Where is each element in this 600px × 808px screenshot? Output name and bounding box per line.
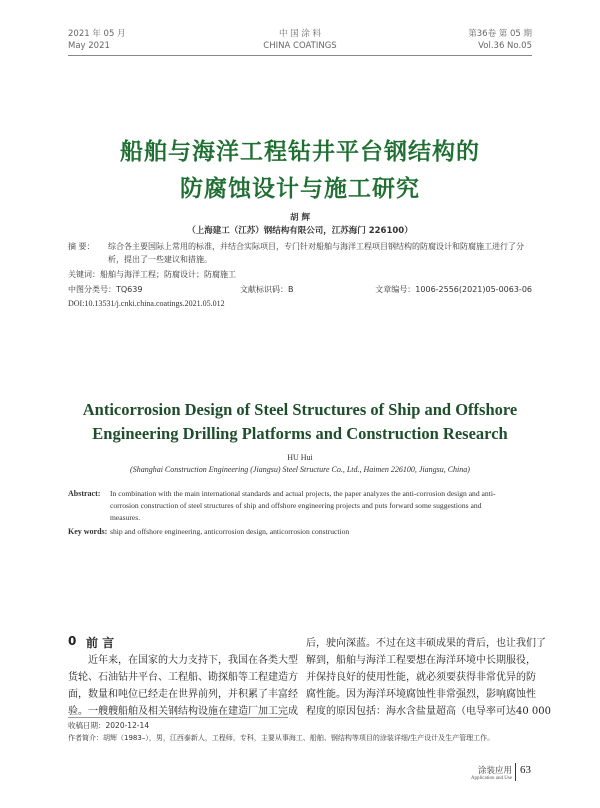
document-code: 文献标识码：B xyxy=(240,285,294,294)
keywords-en: ship and offshore engineering, anticorrosion design, anticorrosion construction xyxy=(110,527,350,536)
left-col-line: 货轮、石油钻井平台、工程船、勘探船等工程建造方 xyxy=(68,672,298,683)
footer-journal-cn: 涂装应用 xyxy=(477,766,512,776)
right-col-line: 腐性能。因为海洋环境腐蚀性非常强烈，影响腐蚀性 xyxy=(306,689,536,700)
abstract-cn-label: 摘 要： xyxy=(68,242,95,251)
affiliation-en: (Shanghai Construction Engineering (Jiangsu) Steel Structure Co., Ltd., Haimen 226100, Jiangsu, China) xyxy=(130,465,470,474)
volume-en: Vol.36 No.05 xyxy=(478,41,532,51)
article-number: 文章编号：1006-2556(2021)05-0063-06 xyxy=(375,285,532,294)
affiliation-cn: （上海建工（江苏）钢结构有限公司，江苏海门 226100） xyxy=(187,226,413,236)
title-cn-line1: 船舶与海洋工程钻井平台钢结构的 xyxy=(120,139,480,165)
author-en: HU Hui xyxy=(287,453,313,462)
title-cn-line2: 防腐蚀设计与施工研究 xyxy=(180,176,420,202)
issue-date-cn: 2021 年 05 月 xyxy=(68,29,126,39)
right-col-line: 并保持良好的使用性能，就必须要获得非常优异的防 xyxy=(306,672,536,683)
doi: DOI:10.13531/j.cnki.china.coatings.2021.05.012 xyxy=(68,299,225,308)
author-bio: 作者简介：胡辉（1983–），男，江西泰新人，工程师，专科，主要从事海工、船舶、钢结构等项目的涂装详细/生产设计及生产管理工作。 xyxy=(68,734,495,742)
abstract-en-line3: measures. xyxy=(110,513,141,522)
section-number: 0 xyxy=(68,634,77,648)
right-col-line: 后，驶向深蓝。不过在这丰硕成果的背后，也让我们了 xyxy=(306,638,546,649)
abstract-en-line2: corrosion construction of steel structures of ship and offshore engineering projects and puts forward some suggestions and xyxy=(110,501,482,510)
keywords-cn: 关键词：船舶与海洋工程；防腐设计；防腐施工 xyxy=(68,270,236,279)
author-cn: 胡 辉 xyxy=(290,213,310,223)
right-column xyxy=(306,635,551,720)
journal-name-en: CHINA COATINGS xyxy=(263,41,337,51)
footer-separator xyxy=(515,763,516,781)
left-col-line: 面，数量和吨位已经走在世界前列，并积累了丰富经 xyxy=(68,689,298,700)
abstract-en-label: Abstract: xyxy=(68,489,101,498)
page-number: 63 xyxy=(520,764,531,776)
footnote-divider xyxy=(68,717,288,718)
issue-date-en: May 2021 xyxy=(68,41,110,51)
received-date: 收稿日期：2020-12-14 xyxy=(68,721,150,730)
journal-name-cn: 中 国 涂 料 xyxy=(278,29,322,39)
abstract-cn-line1: 综合各主要国际上常用的标准，并结合实际项目，专门针对船舶与海洋工程项目钢结构的防腐设计和防腐施工进行了分 xyxy=(108,242,524,251)
left-col-line: 近年来，在国家的大力支持下，我国在各类大型 xyxy=(88,655,298,666)
classification-number: 中图分类号：TQ639 xyxy=(68,285,143,294)
right-col-line: 解到，船舶与海洋工程要想在海洋环境中长期服役， xyxy=(306,655,536,666)
section-title: 前 言 xyxy=(86,636,115,650)
title-en-line2: Engineering Drilling Platforms and Construction Research xyxy=(92,424,508,443)
header-divider xyxy=(68,55,532,56)
left-col-line: 验。一艘艘船舶及相关钢结构设施在建造厂加工完成 xyxy=(68,706,298,717)
footer-journal-en: Application and Use xyxy=(470,776,512,781)
right-col-line: 程度的原因包括：海水含盐量超高（电导率可达40 000 xyxy=(306,706,551,717)
volume-cn: 第36卷 第 05 期 xyxy=(468,29,532,39)
abstract-en-line1: In combination with the main international standards and actual projects, the paper analyzes the anti-corrosion design and anti- xyxy=(110,489,496,498)
keywords-en-label: Key words: xyxy=(68,527,108,536)
abstract-cn-line2: 析，提出了一些建议和措施。 xyxy=(108,255,212,264)
left-column xyxy=(68,652,298,720)
title-en-line1: Anticorrosion Design of Steel Structures of Ship and Offshore xyxy=(82,400,518,419)
